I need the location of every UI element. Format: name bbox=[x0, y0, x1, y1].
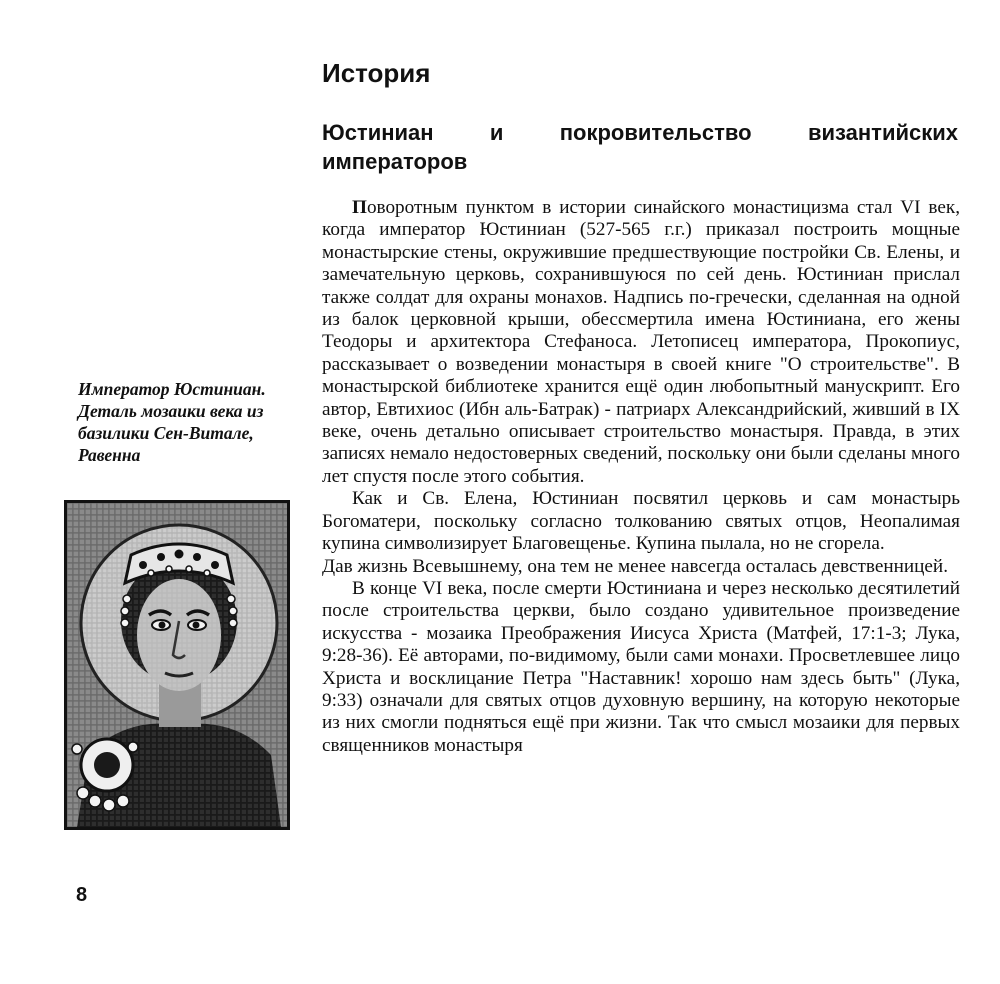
figure-caption bbox=[78, 378, 308, 466]
paragraph-2: Как и Св. Елена, Юстиниан посвятил церковь и сам монастырь Богоматери, поскольку согласно толкованию святых отцов, Неопалимая купина символизирует Благовещенье. Купина пылала, но не сгорела. bbox=[322, 488, 960, 555]
section-title: История bbox=[322, 58, 431, 88]
paragraph-3: Дав жизнь Всевышнему, она тем не менее навсегда осталась девственницей. bbox=[322, 555, 949, 577]
body-text bbox=[322, 197, 960, 757]
paragraph-1-text: оворотным пунктом в истории синайского монастицизма стал VI век, когда император Юстиниан (527-565 г.г.) приказал построить мощные монастырские стены, окружившие предшествующие постройки Св. Елены, и замечательную церковь, сохранившуюся по сей день. Юстиниан прислал также солдат для охраны монахов. Надпись по-гречески, сделанная на одной из балок церковной крыши, обессмертила имена Юстиниана, его жены Теодоры и архитектора Стефаноса. Летописец императора, Прокопиус, рассказывает о возведении монастыря в своей книге "О строительстве". В монастырской библиотеке хранится ещё один любопытный манускрипт. Его автор, Евтихиос (Ибн аль-Батрак) - патриарх Александрийский, живший в IX веке, очень детально описывает строительство монастыря. Правда, в этих записях немало недостоверных сведений, поскольку они были сделаны много лет спустя после этого события. bbox=[322, 197, 960, 487]
caption-line: Император Юстиниан. bbox=[78, 379, 266, 399]
caption-line: базилики Сен-Витале, bbox=[78, 423, 254, 443]
page-number: 8 bbox=[76, 884, 88, 906]
justinian-mosaic-icon bbox=[67, 503, 287, 827]
paragraph-1 bbox=[322, 197, 960, 488]
caption-line: Равенна bbox=[78, 445, 141, 465]
paragraph-1-initial: П bbox=[352, 197, 367, 218]
paragraph-4: В конце VI века, после смерти Юстиниана и через несколько десятилетий после строительства церкви, было создано удивительное произведение искусства - мозаика Преображения Иисуса Христа (Матфей, 17:1-3; Лука, 9:28-36). Её авторами, по-видимому, были сами монахи. Просветлевшее лицо Христа и восклицание Петра "Наставник! хорошо нам здесь быть" (Лука, 9:33) означали для святых отцов духовную вершину, на которую некоторые из них смогли подняться ещё при жизни. Так что смысл мозаики для первых священников монастыря bbox=[322, 577, 960, 756]
mosaic-portrait-image bbox=[64, 500, 290, 830]
caption-line: Деталь мозаики века из bbox=[78, 401, 264, 421]
chapter-subtitle: Юстиниан и покровительство византийских императоров bbox=[322, 120, 958, 174]
